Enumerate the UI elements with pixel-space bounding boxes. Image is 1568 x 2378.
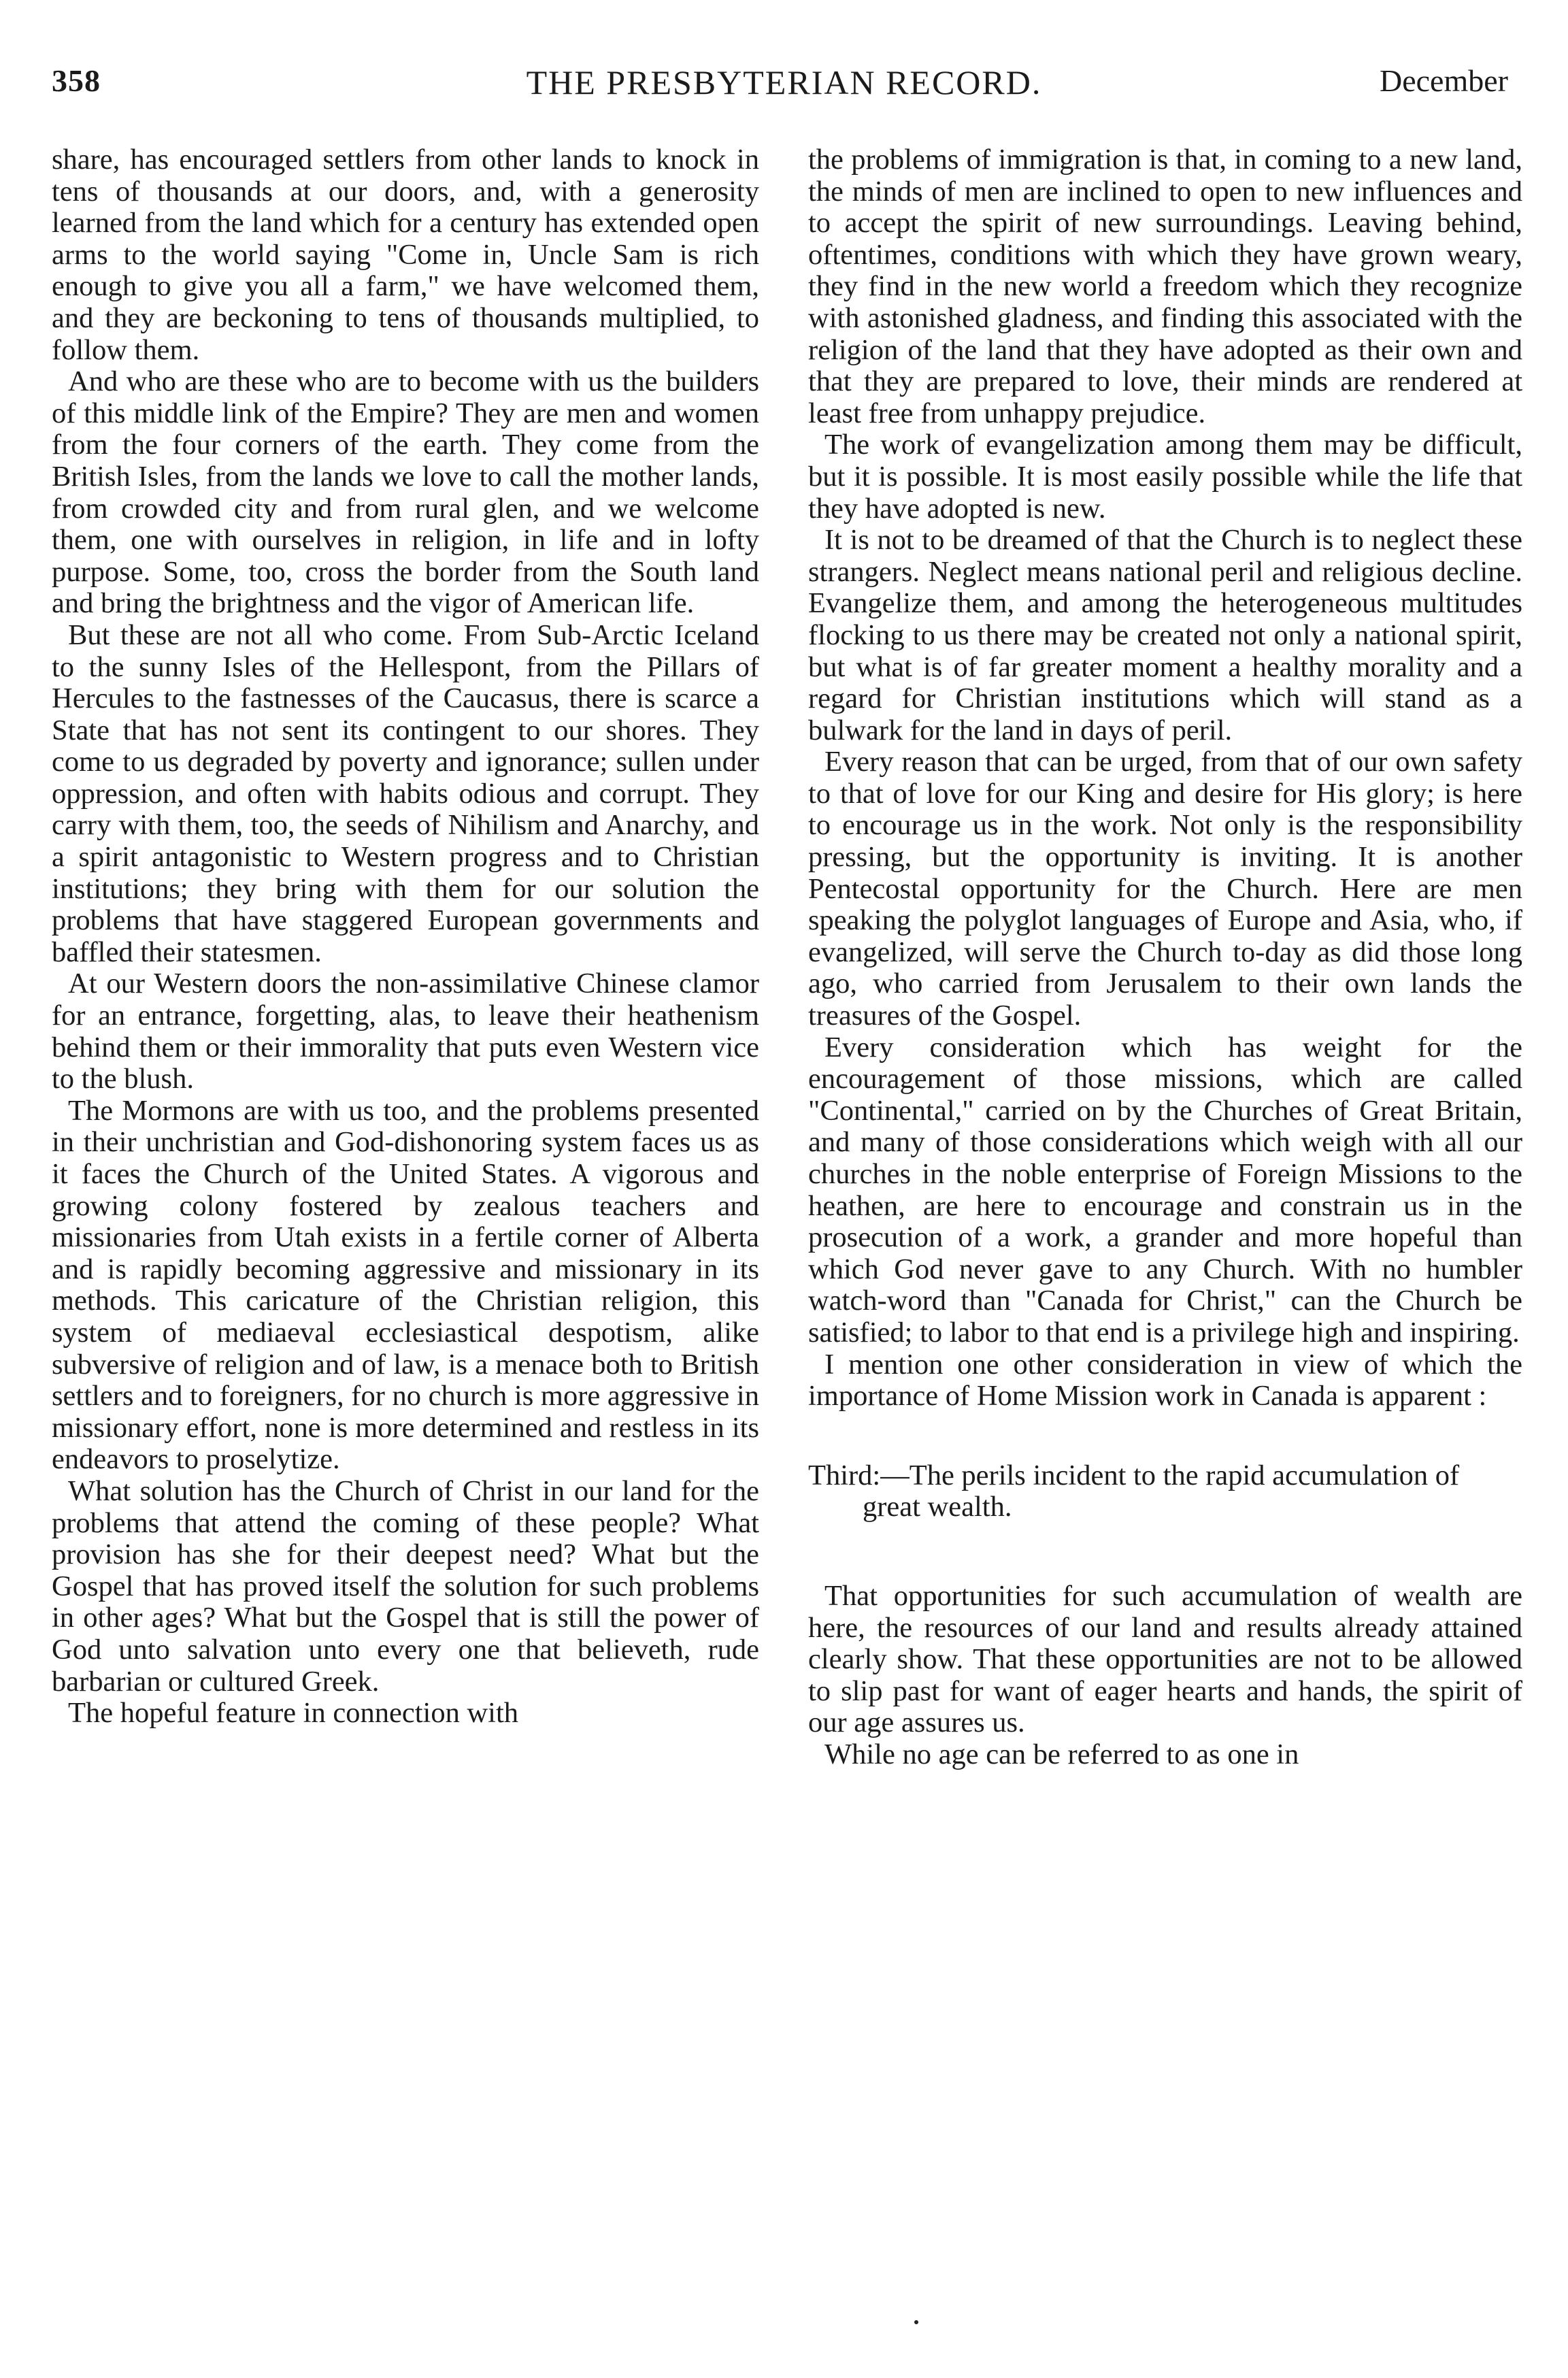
paragraph: It is not to be dreamed of that the Church is to neglect these strangers. Neglect means national peril and religious decline. Evangelize them, and among the heterogeneous multitudes flocking to us there may be created not only a national spirit, but what is of far greater moment a healthy morality and a regard for Christian institutions which will stand as a bulwark for the land in days of peril.	[808, 524, 1522, 746]
page-month: December	[1380, 63, 1508, 98]
page-title: THE PRESBYTERIAN RECORD.	[526, 63, 1042, 101]
paragraph: And who are these who are to become with us the builders of this middle link of the Empire? They are men and women from the four corners of the earth. They come from the British Isles, from the lands we love to call the mother lands, from crowded city and from rural glen, and we welcome them, one with ourselves in religion, in life and in lofty purpose. Some, too, cross the border from the South land and bring the brightness and the vigor of American life.	[52, 365, 759, 620]
paragraph: share, has encouraged settlers from other lands to knock in tens of thousands at our doors, and, with a generosity learned from the land which for a century has extended open arms to the world saying "Come in, Uncle Sam is rich enough to give you all a farm," we have welcomed them, and they are beckoning to tens of thousands multiplied, to follow them.	[52, 144, 759, 366]
stray-mark	[914, 2320, 918, 2324]
paragraph: The Mormons are with us too, and the problems presented in their unchristian and God-dishonoring system faces us as it faces the Church of the United States. A vigorous and growing colony fostered by zealous teachers and missionaries from Utah exists in a fertile corner of Alberta and is rapidly becoming aggressive and missionary in its methods. This caricature of the Christian religion, this system of mediaeval ecclesiastical despotism, alike subversive of religion and of law, is a menace both to British settlers and to foreigners, for no church is more aggressive in missionary effort, none is more determined and restless in its endeavors to proselytize.	[52, 1094, 759, 1476]
paragraph: the problems of immigration is that, in coming to a new land, the minds of men are inclined to open to new influences and to accept the spirit of new surroundings. Leaving behind, oftentimes, conditions with which they have grown weary, they find in the new world a freedom which they recognize with astonished gladness, and finding this associated with the religion of the land that they have adopted as their own and that they are prepared to love, their minds are rendered at least free from unhappy prejudice.	[808, 144, 1522, 429]
paragraph: The work of evangelization among them may be difficult, but it is possible. It is most easily possible while the life that they have adopted is new.	[808, 429, 1522, 525]
paragraph: But these are not all who come. From Sub-Arctic Iceland to the sunny Isles of the Hellespont, from the Pillars of Hercules to the fastnesses of the Caucasus, there is scarce a State that has not sent its contingent to our shores. They come to us degraded by poverty and ignorance; sullen under oppression, and often with habits odious and corrupt. They carry with them, too, the seeds of Nihilism and Anarchy, and a spirit antagonistic to Western progress and to Christian institutions; they bring with them for our solution the problems that have staggered European governments and baffled their statesmen.	[52, 618, 759, 968]
paragraph: I mention one other consideration in view of which the importance of Home Mission work in Canada is apparent :	[808, 1348, 1522, 1413]
paragraph: At our Western doors the non-assimilative Chinese clamor for an entrance, forgetting, alas, to leave their heathenism behind them or their immorality that puts even Western vice to the blush.	[52, 968, 759, 1095]
paragraph: The hopeful feature in connection with	[68, 1697, 519, 1730]
paragraph: Every consideration which has weight for the encouragement of those missions, which are called "Continental," carried on by the Churches of Great Britain, and many of those considerations which weigh with all our churches in the noble enterprise of Foreign Missions to the heathen, are here to encourage and constrain us in the prosecution of a work, a grander and more hopeful than which God never gave to any Church. With no humbler watch-word than "Canada for Christ," can the Church be satisfied; to labor to that end is a privilege high and inspiring.	[808, 1031, 1522, 1349]
right-column	[808, 144, 1522, 1771]
paragraph: While no age can be referred to as one in	[824, 1738, 1299, 1770]
paragraph: What solution has the Church of Christ in our land for the problems that attend the coming of these people? What provision has she for their deepest need? What but the Gospel that has proved itself the solution for such problems in other ages? What but the Gospel that is still the power of God unto salvation unto every one that believeth, rude barbarian or cultured Greek.	[52, 1474, 759, 1698]
section-heading-third: Third:—The perils incident to the rapid accumulation of great wealth.	[808, 1459, 1460, 1523]
paragraph: That opportunities for such accumulation of wealth are here, the resources of our land and results already attained clearly show. That these opportunities are not to be allowed to slip past for want of eager hearts and hands, the spirit of our age assures us.	[808, 1579, 1522, 1739]
page-number: 358	[52, 63, 101, 98]
page-header	[0, 63, 1568, 110]
left-column	[52, 144, 759, 1730]
paragraph: Every reason that can be urged, from that of our own safety to that of love for our King and desire for His glory; is here to encourage us in the work. Not only is the responsibility pressing, but the opportunity is inviting. It is another Pentecostal opportunity for the Church. Here are men speaking the polyglot languages of Europe and Asia, who, if evangelized, will serve the Church to-day as did those long ago, who carried from Jerusalem to their own lands the treasures of the Gospel.	[808, 746, 1522, 1032]
